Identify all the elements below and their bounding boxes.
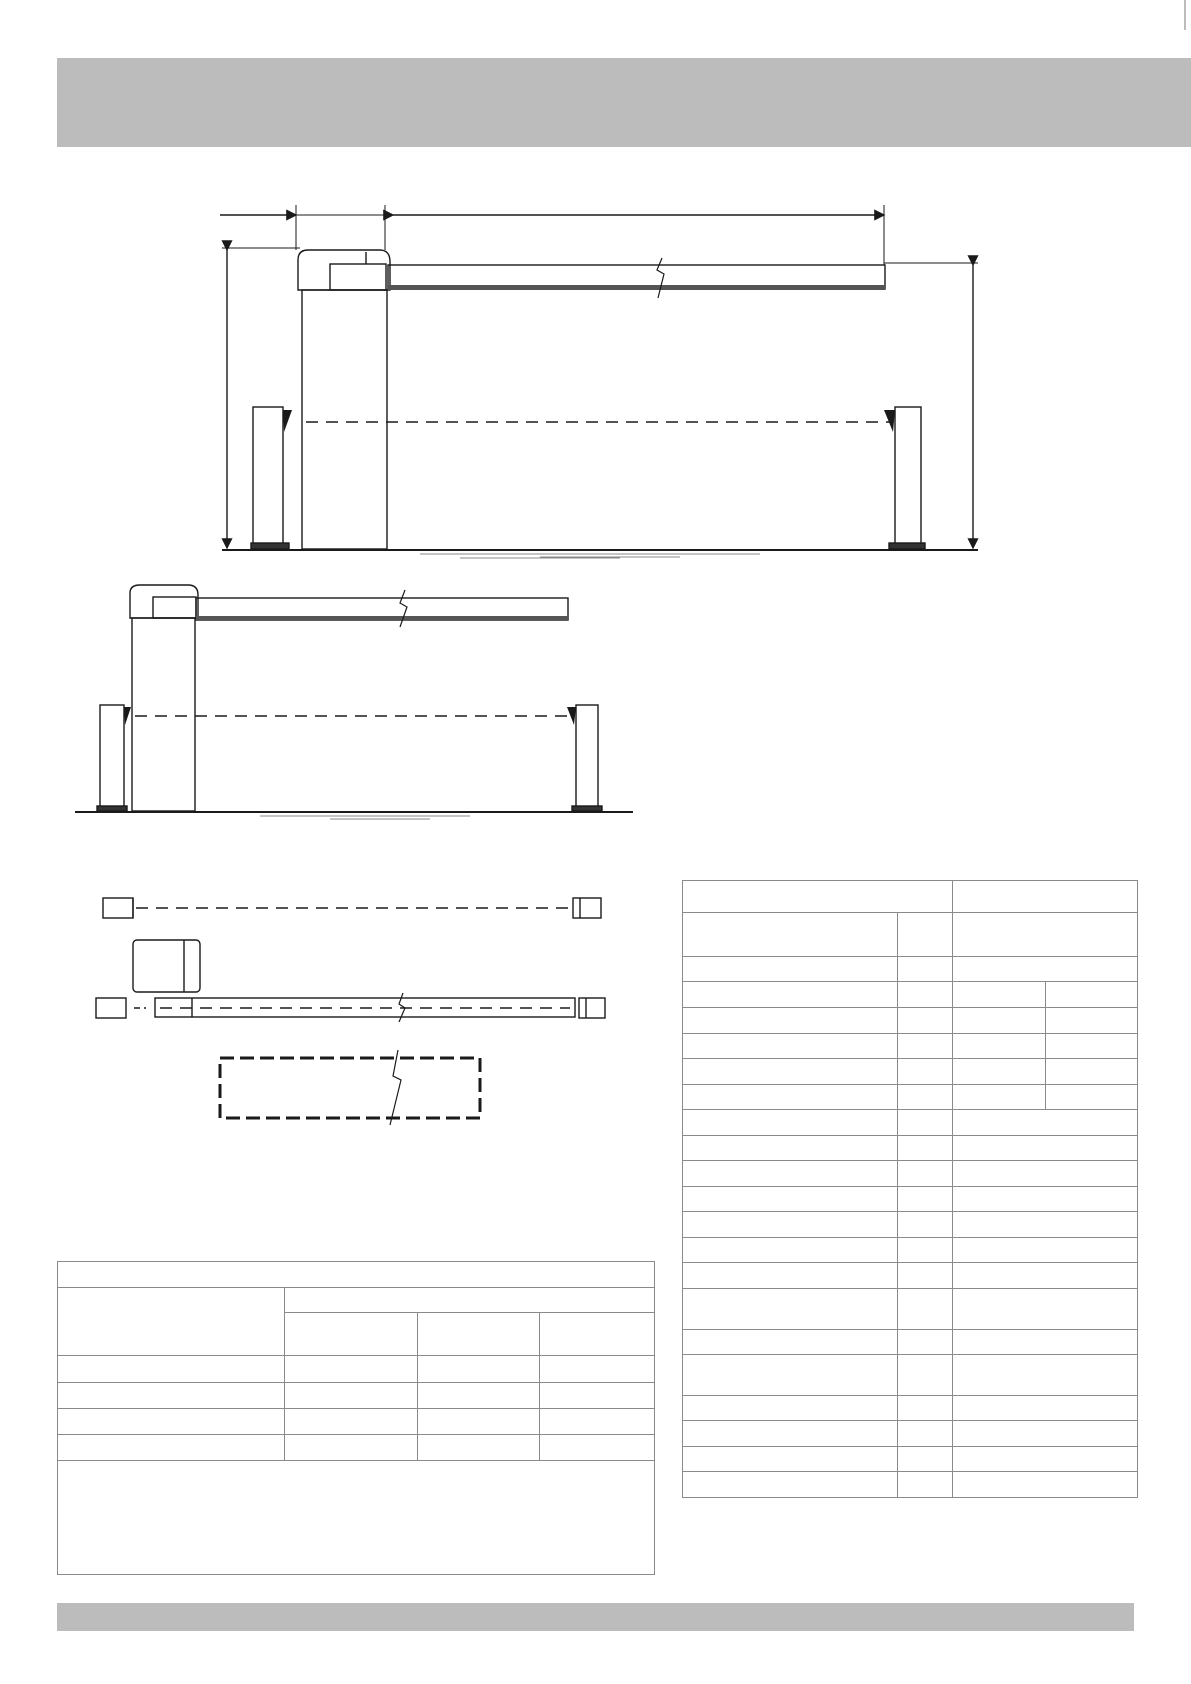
- spec-cell: [953, 1472, 1138, 1498]
- spec-cell: [683, 1187, 898, 1212]
- spec-cell: [953, 1136, 1138, 1161]
- model-table-col-header: [285, 1313, 418, 1356]
- spec-cell: [953, 1161, 1138, 1187]
- spec-cell: [683, 957, 898, 982]
- spec-cell: [898, 1472, 953, 1498]
- spec-table: [682, 880, 1138, 1498]
- spec-cell: [898, 1085, 953, 1110]
- plan-photocell-bottom-right: [579, 998, 605, 1018]
- model-table-cell: [540, 1435, 655, 1461]
- barrier-cabinet-small: [132, 618, 195, 811]
- spec-cell: [683, 1396, 898, 1421]
- spec-cell: [683, 913, 898, 957]
- spec-cell: [953, 1238, 1138, 1263]
- spec-cell: [683, 1263, 898, 1289]
- spec-cell: [898, 957, 953, 982]
- plan-opening-area: [220, 1058, 480, 1118]
- spec-cell: [683, 1034, 898, 1059]
- spec-header-right: [953, 881, 1138, 913]
- spec-cell: [683, 1330, 898, 1355]
- model-table-col-header: [418, 1313, 540, 1356]
- spec-cell: [683, 1059, 898, 1085]
- spec-cell: [683, 1238, 898, 1263]
- spec-cell: [683, 1447, 898, 1472]
- spec-cell: [898, 1421, 953, 1447]
- model-table-cell: [540, 1356, 655, 1383]
- spec-cell: [898, 982, 953, 1008]
- spec-cell: [953, 913, 1138, 957]
- model-table-cell: [418, 1409, 540, 1435]
- spec-cell: [1046, 1085, 1138, 1110]
- model-table-cell: [540, 1409, 655, 1435]
- spec-cell: [683, 1110, 898, 1136]
- spec-cell: [898, 1355, 953, 1396]
- spec-cell: [683, 1472, 898, 1498]
- footer-band: [57, 1603, 1134, 1631]
- spec-cell: [898, 1238, 953, 1263]
- motor-housing-small: [153, 597, 196, 618]
- model-table-notes: [58, 1461, 655, 1575]
- photocell-post-left: [253, 407, 283, 547]
- spec-cell: [953, 1085, 1046, 1110]
- spec-cell: [953, 1263, 1138, 1289]
- spec-cell: [683, 1085, 898, 1110]
- model-table-cell: [418, 1383, 540, 1409]
- photocell-post-right-small: [576, 705, 598, 809]
- spec-cell: [1046, 1059, 1138, 1085]
- model-table-cell: [285, 1356, 418, 1383]
- spec-cell: [898, 1008, 953, 1034]
- spec-cell: [953, 1355, 1138, 1396]
- barrier-head-small: [130, 585, 198, 618]
- spec-cell: [953, 957, 1138, 982]
- model-table-cell: [58, 1409, 285, 1435]
- model-table-cell: [418, 1356, 540, 1383]
- photocell-post-left-small: [100, 705, 124, 809]
- spec-cell: [953, 1396, 1138, 1421]
- spec-cell: [683, 1355, 898, 1396]
- motor-housing: [330, 264, 386, 290]
- spec-cell: [953, 1212, 1138, 1238]
- spec-cell: [953, 1187, 1138, 1212]
- model-table-cell: [58, 1356, 285, 1383]
- spec-cell: [1046, 1034, 1138, 1059]
- model-table-group-header: [285, 1288, 655, 1313]
- spec-cell: [683, 1421, 898, 1447]
- spec-cell: [953, 1059, 1046, 1085]
- model-table-cell: [58, 1435, 285, 1461]
- spec-cell: [898, 1187, 953, 1212]
- plan-cabinet: [133, 940, 200, 992]
- plan-photocell-top-left: [103, 898, 133, 918]
- spec-cell: [683, 1136, 898, 1161]
- spec-cell: [898, 1263, 953, 1289]
- spec-cell: [1046, 1008, 1138, 1034]
- spec-cell: [898, 913, 953, 957]
- plan-photocell-top-right: [573, 898, 601, 918]
- spec-cell: [953, 982, 1046, 1008]
- model-table-title: [58, 1262, 655, 1288]
- spec-cell: [953, 1289, 1138, 1330]
- model-table-col-header: [540, 1313, 655, 1356]
- model-table-cell: [285, 1383, 418, 1409]
- spec-cell: [683, 982, 898, 1008]
- spec-cell: [898, 1212, 953, 1238]
- spec-cell: [898, 1136, 953, 1161]
- spec-cell: [953, 1447, 1138, 1472]
- spec-cell: [683, 1161, 898, 1187]
- barrier-elevation-small: [75, 585, 633, 819]
- model-table-cell: [285, 1409, 418, 1435]
- spec-cell: [898, 1330, 953, 1355]
- spec-cell: [953, 1110, 1138, 1136]
- model-table-row-header: [58, 1288, 285, 1356]
- spec-header-left: [683, 881, 953, 913]
- spec-cell: [683, 1008, 898, 1034]
- spec-cell: [898, 1289, 953, 1330]
- model-table: [57, 1261, 655, 1575]
- spec-cell: [953, 1034, 1046, 1059]
- spec-cell: [898, 1161, 953, 1187]
- spec-cell: [683, 1212, 898, 1238]
- plan-photocell-bottom-left: [96, 998, 126, 1018]
- spec-cell: [1046, 982, 1138, 1008]
- spec-cell: [953, 1421, 1138, 1447]
- model-table-cell: [285, 1435, 418, 1461]
- spec-cell: [683, 1289, 898, 1330]
- barrier-elevation-large: [220, 205, 978, 558]
- barrier-cabinet: [302, 290, 387, 549]
- spec-cell: [953, 1008, 1046, 1034]
- spec-cell: [953, 1330, 1138, 1355]
- spec-cell: [898, 1059, 953, 1085]
- spec-cell: [898, 1447, 953, 1472]
- spec-cell: [898, 1396, 953, 1421]
- model-table-cell: [418, 1435, 540, 1461]
- barrier-head: [298, 250, 390, 290]
- spec-cell: [898, 1034, 953, 1059]
- model-table-cell: [540, 1383, 655, 1409]
- barrier-plan-view: [96, 898, 605, 1125]
- model-table-cell: [58, 1383, 285, 1409]
- photocell-post-right: [895, 407, 921, 547]
- spec-cell: [898, 1110, 953, 1136]
